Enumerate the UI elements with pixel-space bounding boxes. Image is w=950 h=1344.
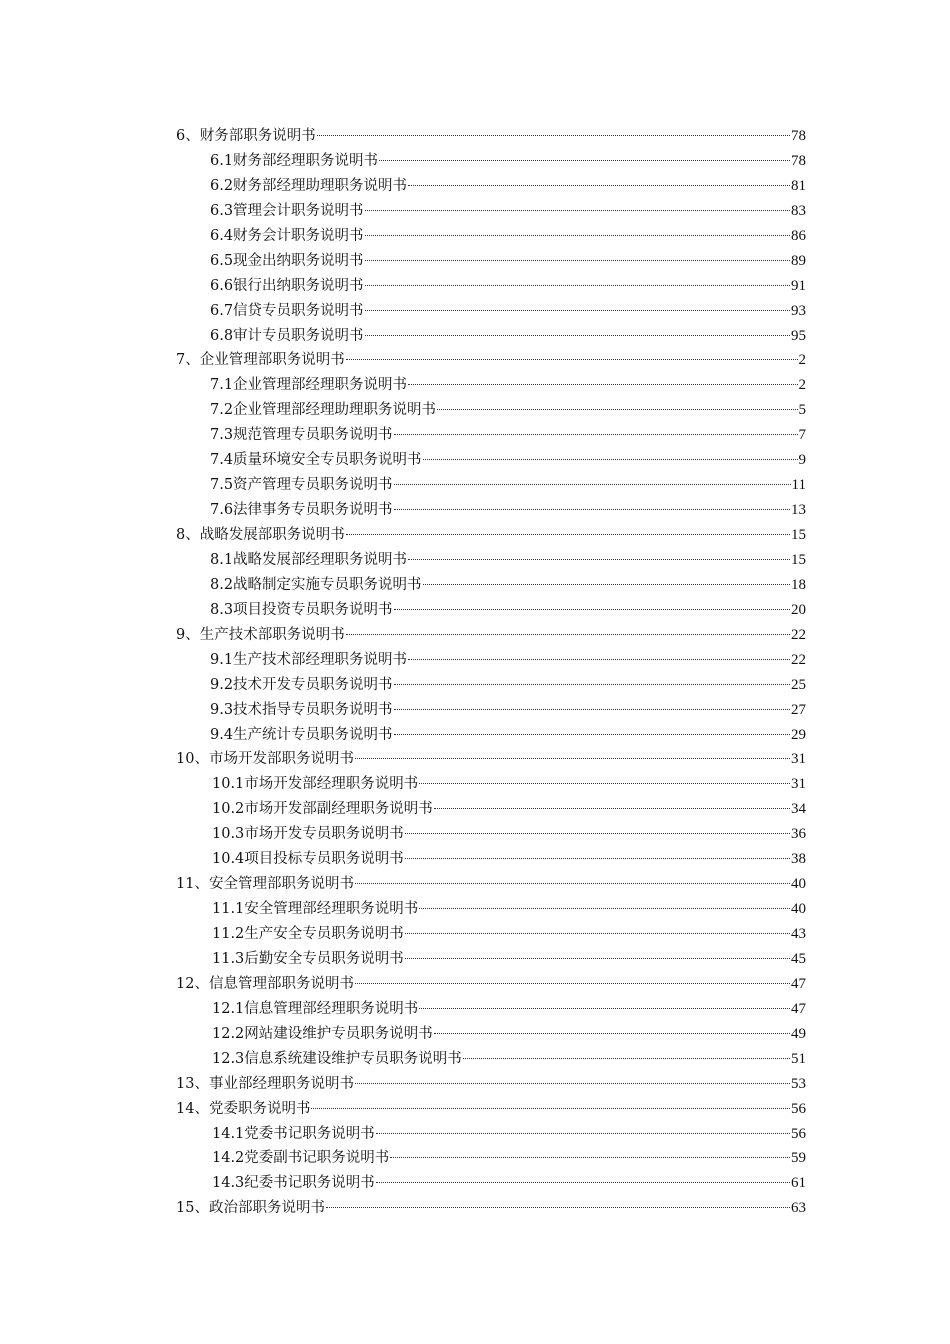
toc-subsection-entry[interactable] <box>176 473 806 498</box>
toc-subsection-entry[interactable] <box>176 648 806 673</box>
toc-subsection-entry[interactable] <box>176 299 806 324</box>
toc-page-number: 93 <box>791 302 806 319</box>
toc-section-entry[interactable] <box>176 1196 806 1221</box>
toc-section-entry[interactable] <box>176 1072 806 1097</box>
toc-subsection-entry[interactable] <box>176 822 806 847</box>
toc-page-number: 20 <box>791 601 806 618</box>
toc-dot-leader <box>405 833 790 834</box>
toc-section-entry[interactable] <box>176 124 806 149</box>
toc-subsection-entry[interactable] <box>176 423 806 448</box>
toc-subsection-entry[interactable] <box>176 224 806 249</box>
toc-page-number: 91 <box>791 277 806 294</box>
toc-section-entry[interactable] <box>176 1097 806 1122</box>
toc-subsection-entry[interactable] <box>176 324 806 349</box>
toc-subsection-entry[interactable] <box>176 1022 806 1047</box>
toc-entry-title: 10.1市场开发部经理职务说明书 <box>212 776 419 793</box>
toc-entry-title: 10.3市场开发专员职务说明书 <box>212 826 404 843</box>
toc-page-number: 40 <box>791 901 806 918</box>
toc-dot-leader <box>434 808 790 809</box>
toc-subsection-entry[interactable] <box>176 398 806 423</box>
toc-page-number: 89 <box>791 252 806 269</box>
toc-entry-title: 6.3管理会计职务说明书 <box>210 202 364 219</box>
toc-page-number: 56 <box>791 1125 806 1142</box>
toc-entry-title: 7、企业管理部职务说明书 <box>176 352 345 369</box>
toc-entry-title: 10.4项目投标专员职务说明书 <box>212 851 404 868</box>
toc-dot-leader <box>394 734 790 735</box>
toc-entry-title: 9.1生产技术部经理职务说明书 <box>210 651 408 668</box>
toc-subsection-entry[interactable] <box>176 1146 806 1171</box>
toc-subsection-entry[interactable] <box>176 772 806 797</box>
toc-page-number: 56 <box>791 1100 806 1117</box>
toc-page-number: 22 <box>791 626 806 643</box>
toc-page-number: 27 <box>791 701 806 718</box>
toc-dot-leader <box>376 1182 790 1183</box>
toc-subsection-entry[interactable] <box>176 573 806 598</box>
toc-subsection-entry[interactable] <box>176 897 806 922</box>
toc-entry-title: 14.1党委书记职务说明书 <box>212 1125 375 1142</box>
toc-subsection-entry[interactable] <box>176 149 806 174</box>
toc-entry-title: 6.8审计专员职务说明书 <box>210 327 364 344</box>
toc-entry-title: 11.3后勤安全专员职务说明书 <box>212 950 404 967</box>
toc-subsection-entry[interactable] <box>176 673 806 698</box>
toc-section-entry[interactable] <box>176 747 806 772</box>
toc-subsection-entry[interactable] <box>176 922 806 947</box>
toc-page-number: 5 <box>798 402 806 419</box>
toc-entry-title: 12、信息管理部职务说明书 <box>176 975 354 992</box>
toc-subsection-entry[interactable] <box>176 274 806 299</box>
toc-dot-leader <box>379 160 790 161</box>
toc-subsection-entry[interactable] <box>176 174 806 199</box>
toc-dot-leader <box>346 534 790 535</box>
toc-entry-title: 10.2市场开发部副经理职务说明书 <box>212 801 433 818</box>
toc-dot-leader <box>311 1108 790 1109</box>
toc-page-number: 86 <box>791 227 806 244</box>
toc-subsection-entry[interactable] <box>176 1122 806 1147</box>
toc-entry-title: 6、财务部职务说明书 <box>176 128 316 144</box>
toc-entry-title: 12.2网站建设维护专员职务说明书 <box>212 1025 433 1042</box>
toc-subsection-entry[interactable] <box>176 598 806 623</box>
toc-entry-title: 6.4财务会计职务说明书 <box>210 227 364 244</box>
toc-subsection-entry[interactable] <box>176 723 806 748</box>
toc-dot-leader <box>423 459 798 460</box>
toc-section-entry[interactable] <box>176 972 806 997</box>
toc-page-number: 15 <box>791 551 806 568</box>
toc-entry-title: 9.2技术开发专员职务说明书 <box>210 676 393 693</box>
toc-page-number: 7 <box>798 427 806 444</box>
toc-page-number: 25 <box>791 676 806 693</box>
toc-entry-title: 9、生产技术部职务说明书 <box>176 626 345 643</box>
toc-dot-leader <box>405 958 790 959</box>
toc-entry-title: 7.5资产管理专员职务说明书 <box>210 477 393 494</box>
toc-dot-leader <box>405 858 790 859</box>
toc-page-number: 9 <box>798 452 806 469</box>
toc-page-number: 49 <box>791 1025 806 1042</box>
toc-page-number: 51 <box>791 1050 806 1067</box>
toc-entry-title: 9.4生产统计专员职务说明书 <box>210 726 393 743</box>
toc-page-number: 95 <box>791 327 806 344</box>
toc-dot-leader <box>408 659 790 660</box>
toc-dot-leader <box>419 908 790 909</box>
toc-dot-leader <box>355 983 790 984</box>
toc-subsection-entry[interactable] <box>176 1171 806 1196</box>
toc-dot-leader <box>390 1157 790 1158</box>
toc-entry-title: 12.1信息管理部经理职务说明书 <box>212 1000 419 1017</box>
toc-dot-leader <box>405 933 790 934</box>
toc-entry-title: 14、党委职务说明书 <box>176 1100 311 1117</box>
toc-page-number: 63 <box>791 1200 806 1217</box>
toc-dot-leader <box>394 609 790 610</box>
toc-entry-title: 8.2战略制定实施专员职务说明书 <box>210 576 422 593</box>
toc-subsection-entry[interactable] <box>176 997 806 1022</box>
toc-subsection-entry[interactable] <box>176 947 806 972</box>
toc-dot-leader <box>408 185 790 186</box>
toc-entry-title: 13、事业部经理职务说明书 <box>176 1075 354 1092</box>
toc-dot-leader <box>365 335 790 336</box>
toc-subsection-entry[interactable] <box>176 1047 806 1072</box>
toc-page-number: 53 <box>791 1075 806 1092</box>
toc-page-number: 78 <box>791 128 806 144</box>
toc-dot-leader <box>394 434 798 435</box>
toc-dot-leader <box>365 210 790 211</box>
toc-subsection-entry[interactable] <box>176 548 806 573</box>
toc-page-number: 11 <box>791 477 806 494</box>
toc-subsection-entry[interactable] <box>176 698 806 723</box>
toc-entry-title: 14.3纪委书记职务说明书 <box>212 1175 375 1192</box>
toc-entry-title: 6.1财务部经理职务说明书 <box>210 152 379 169</box>
toc-dot-leader <box>365 260 790 261</box>
toc-section-entry[interactable] <box>176 523 806 548</box>
toc-dot-leader <box>394 684 790 685</box>
toc-entry-title: 12.3信息系统建设维护专员职务说明书 <box>212 1050 462 1067</box>
toc-subsection-entry[interactable] <box>176 373 806 398</box>
toc-dot-leader <box>394 509 790 510</box>
toc-page-number: 36 <box>791 826 806 843</box>
toc-page-number: 2 <box>798 377 806 394</box>
toc-dot-leader <box>317 135 790 136</box>
toc-page-number: 81 <box>791 177 806 194</box>
toc-entry-title: 8.1战略发展部经理职务说明书 <box>210 551 408 568</box>
toc-entry-title: 7.3规范管理专员职务说明书 <box>210 427 393 444</box>
toc-entry-title: 11、安全管理部职务说明书 <box>176 876 354 893</box>
toc-dot-leader <box>408 559 790 560</box>
toc-subsection-entry[interactable] <box>176 797 806 822</box>
toc-entry-title: 8.3项目投资专员职务说明书 <box>210 601 393 618</box>
toc-page-number: 78 <box>791 152 806 169</box>
toc-entry-title: 8、战略发展部职务说明书 <box>176 527 345 543</box>
toc-dot-leader <box>355 1083 790 1084</box>
toc-subsection-entry[interactable] <box>176 448 806 473</box>
toc-entry-title: 7.1企业管理部经理职务说明书 <box>210 377 408 394</box>
toc-page-number: 47 <box>791 1000 806 1017</box>
toc-dot-leader <box>394 484 791 485</box>
toc-entry-title: 10、市场开发部职务说明书 <box>176 751 354 768</box>
toc-entry-title: 7.2企业管理部经理助理职务说明书 <box>210 402 437 419</box>
toc-page-number: 13 <box>791 502 806 519</box>
toc-page-number: 61 <box>791 1175 806 1192</box>
toc-dot-leader <box>419 783 790 784</box>
toc-subsection-entry[interactable] <box>176 199 806 224</box>
toc-page-number: 59 <box>791 1150 806 1167</box>
toc-dot-leader <box>346 359 798 360</box>
toc-entry-title: 6.7信贷专员职务说明书 <box>210 302 364 319</box>
toc-subsection-entry[interactable] <box>176 847 806 872</box>
toc-entry-title: 11.2生产安全专员职务说明书 <box>212 926 404 942</box>
table-of-contents <box>176 124 806 1221</box>
toc-page-number: 31 <box>791 751 806 768</box>
toc-subsection-entry[interactable] <box>176 498 806 523</box>
toc-dot-leader <box>355 883 790 884</box>
toc-dot-leader <box>437 409 797 410</box>
toc-entry-title: 6.6银行出纳职务说明书 <box>210 277 364 294</box>
toc-page-number: 15 <box>791 527 806 543</box>
toc-dot-leader <box>365 285 790 286</box>
toc-dot-leader <box>365 235 790 236</box>
toc-entry-title: 7.4质量环境安全专员职务说明书 <box>210 452 422 469</box>
toc-page-number: 2 <box>798 352 806 369</box>
toc-page-number: 40 <box>791 876 806 893</box>
toc-page-number: 31 <box>791 776 806 793</box>
toc-entry-title: 6.5现金出纳职务说明书 <box>210 252 364 269</box>
toc-entry-title: 14.2党委副书记职务说明书 <box>212 1150 390 1167</box>
toc-page-number: 18 <box>791 576 806 593</box>
toc-page-number: 38 <box>791 851 806 868</box>
toc-dot-leader <box>463 1058 790 1059</box>
toc-dot-leader <box>419 1008 790 1009</box>
toc-page-number: 34 <box>791 801 806 818</box>
toc-subsection-entry[interactable] <box>176 249 806 274</box>
toc-dot-leader <box>394 709 790 710</box>
toc-entry-title: 15、政治部职务说明书 <box>176 1200 325 1217</box>
toc-page-number: 45 <box>791 950 806 967</box>
toc-page-number: 83 <box>791 202 806 219</box>
toc-entry-title: 7.6法律事务专员职务说明书 <box>210 502 393 519</box>
toc-entry-title: 11.1安全管理部经理职务说明书 <box>212 901 419 918</box>
toc-dot-leader <box>355 758 790 759</box>
toc-entry-title: 6.2财务部经理助理职务说明书 <box>210 177 408 194</box>
toc-page-number: 43 <box>791 926 806 942</box>
toc-dot-leader <box>434 1033 790 1034</box>
toc-dot-leader <box>408 384 797 385</box>
toc-dot-leader <box>423 584 790 585</box>
toc-section-entry[interactable] <box>176 872 806 897</box>
toc-page-number: 22 <box>791 651 806 668</box>
toc-dot-leader <box>365 310 790 311</box>
toc-dot-leader <box>376 1133 790 1134</box>
toc-dot-leader <box>346 634 790 635</box>
toc-section-entry[interactable] <box>176 623 806 648</box>
toc-entry-title: 9.3技术指导专员职务说明书 <box>210 701 393 718</box>
toc-page-number: 47 <box>791 975 806 992</box>
toc-dot-leader <box>326 1207 790 1208</box>
toc-section-entry[interactable] <box>176 348 806 373</box>
toc-page-number: 29 <box>791 726 806 743</box>
